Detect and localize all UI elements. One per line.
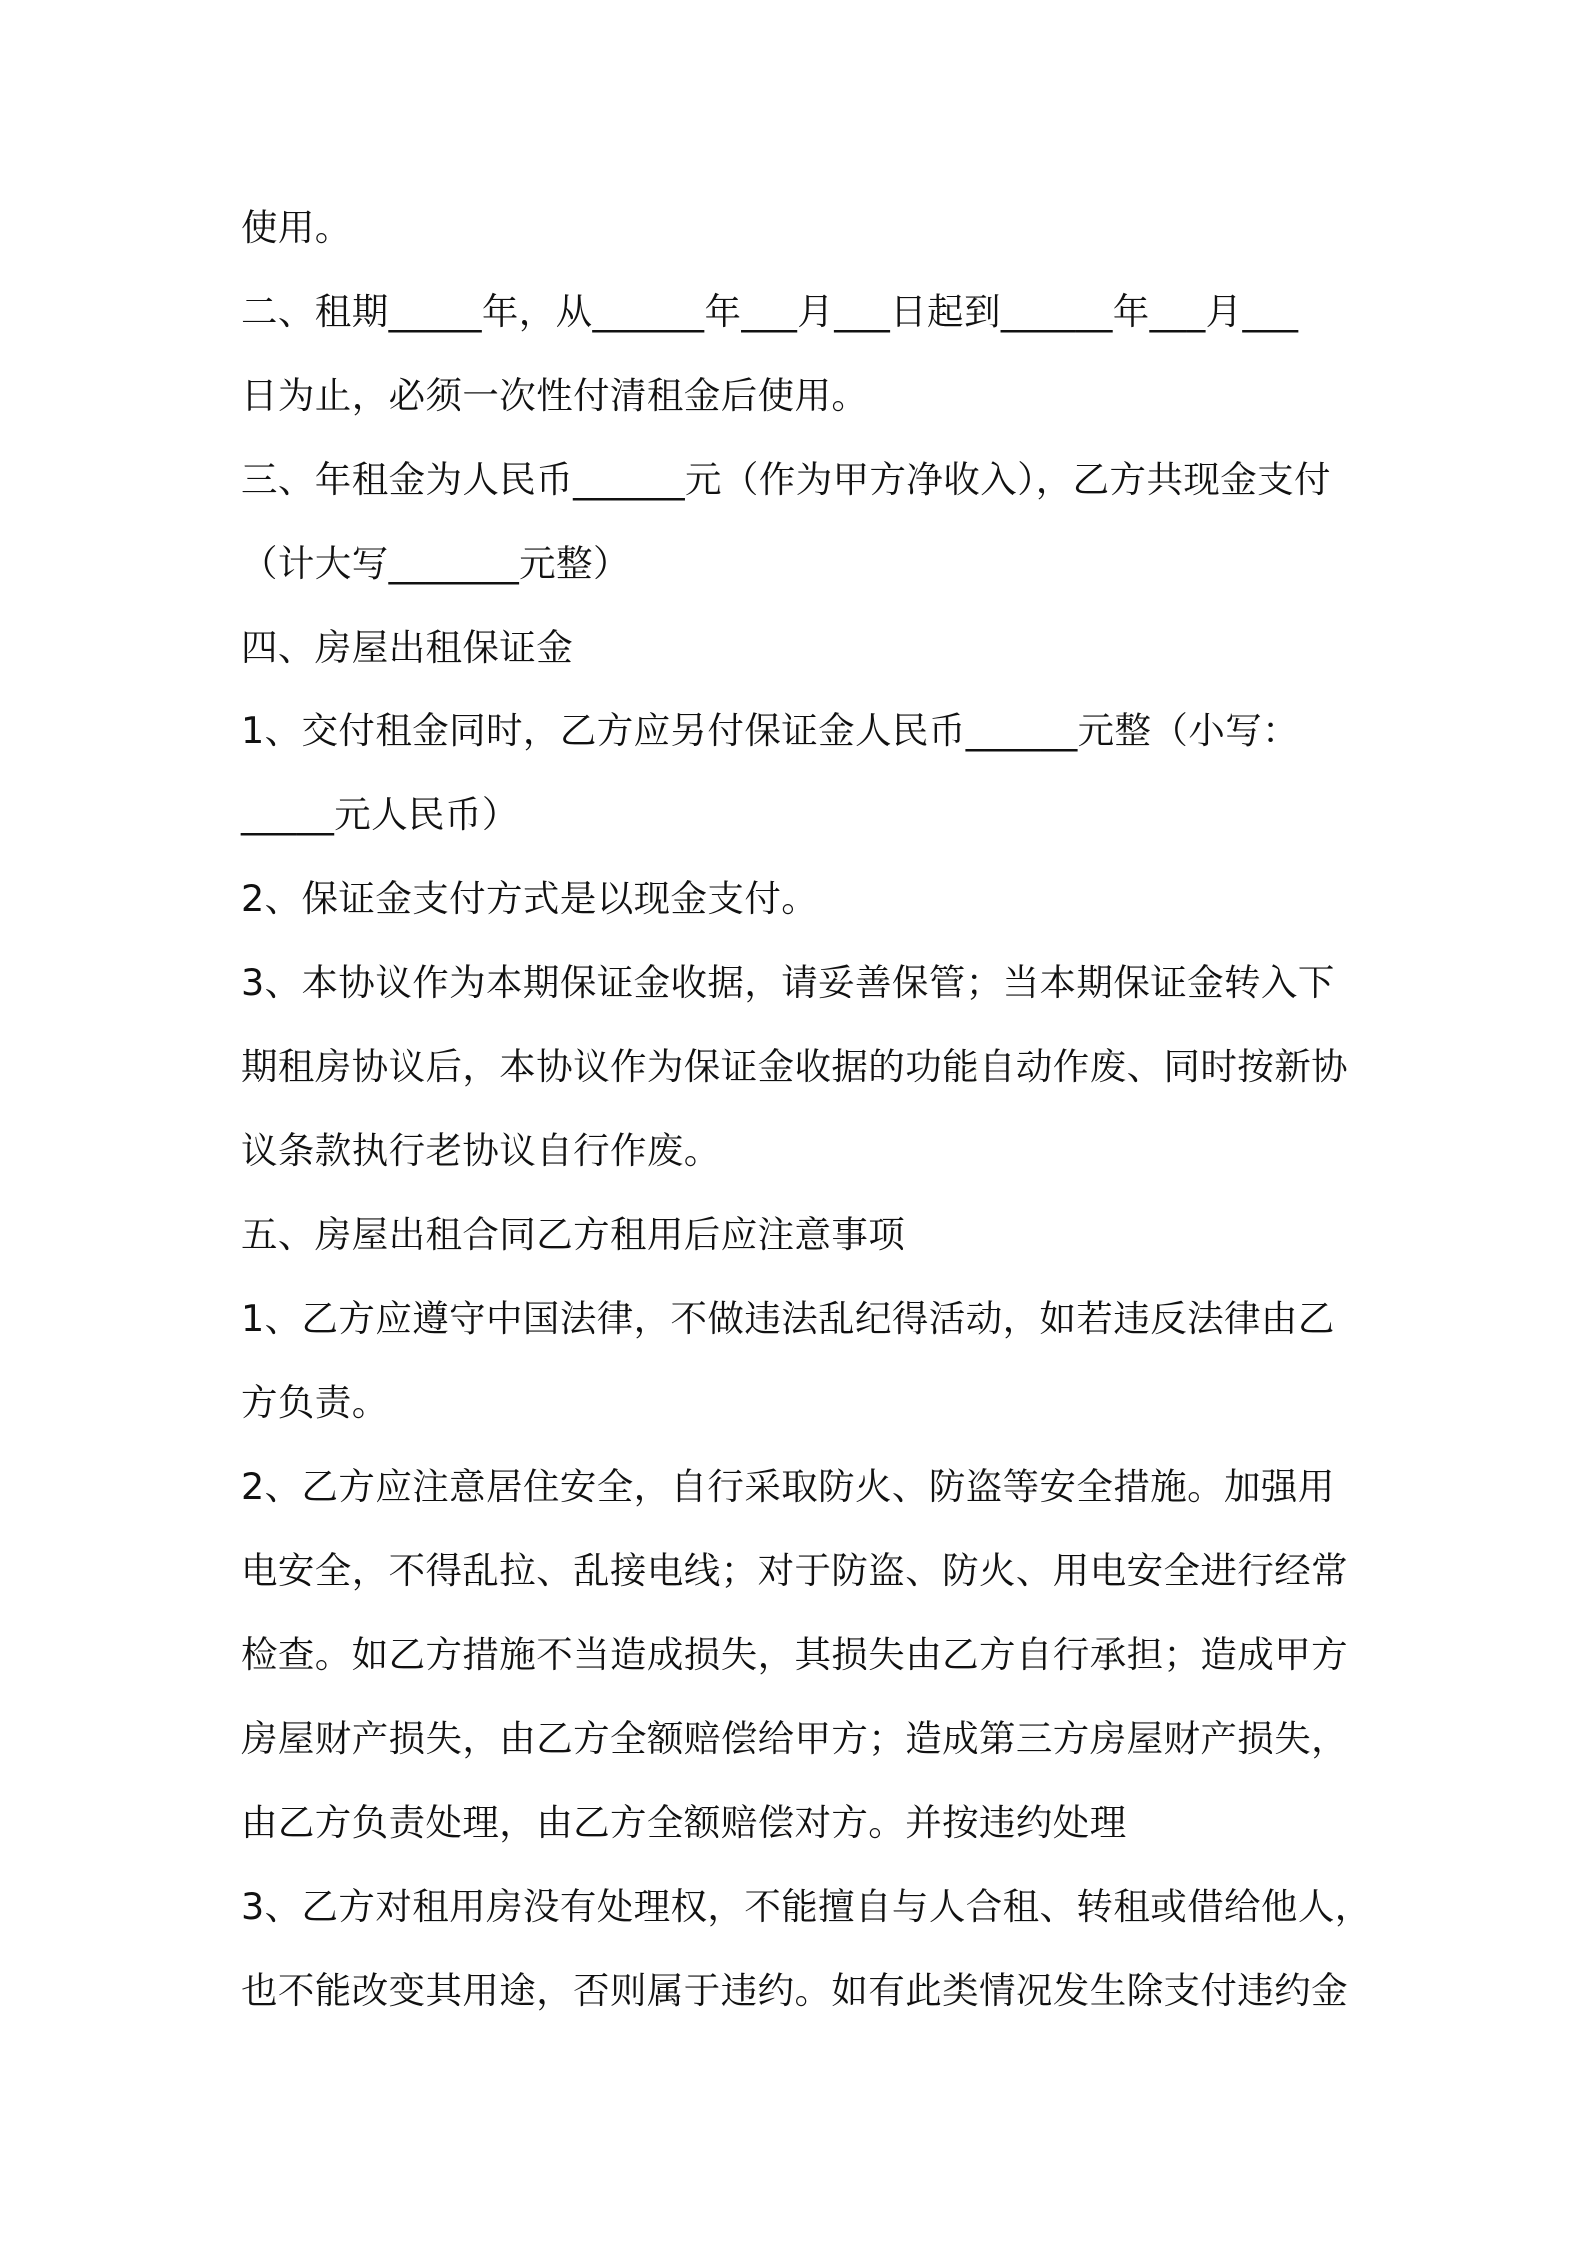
text-line: 2、保证金支付方式是以现金支付。 [241,877,819,920]
text-line: 检查。如乙方措施不当造成损失，其损失由乙方自行承担；造成甲方 [241,1633,1348,1676]
text-line: 方负责。 [241,1381,389,1424]
section-heading: 五、房屋出租合同乙方租用后应注意事项 [241,1213,906,1256]
text-line: 期租房协议后，本协议作为保证金收据的功能自动作废、同时按新协 [241,1045,1348,1088]
text-line: 二、租期_____年，从______年___月___日起到______年___月___ [241,290,1299,333]
text-line: 2、乙方应注意居住安全，自行采取防火、防盗等安全措施。加强用 [241,1465,1335,1508]
text-line: 3、乙方对租用房没有处理权，不能擅自与人合租、转租或借给他人， [241,1885,1372,1928]
text-line: 也不能改变其用途，否则属于违约。如有此类情况发生除支付违约金 [241,1969,1348,2012]
text-line: 由乙方负责处理，由乙方全额赔偿对方。并按违约处理 [241,1801,1127,1844]
text-line: 议条款执行老协议自行作废。 [241,1129,721,1172]
text-line: 房屋财产损失，由乙方全额赔偿给甲方；造成第三方房屋财产损失， [241,1717,1348,1760]
text-line: （计大写_______元整） [241,542,630,585]
text-line: _____元人民币） [241,793,519,836]
text-line: 三、年租金为人民币______元（作为甲方净收入），乙方共现金支付 [241,458,1331,501]
section-heading: 四、房屋出租保证金 [241,626,574,669]
text-line: 电安全，不得乱拉、乱接电线；对于防盗、防火、用电安全进行经常 [241,1549,1348,1592]
text-line: 1、乙方应遵守中国法律，不做违法乱纪得活动，如若违反法律由乙 [241,1297,1335,1340]
text-line: 3、本协议作为本期保证金收据，请妥善保管；当本期保证金转入下 [241,961,1335,1004]
text-line: 使用。 [241,206,352,249]
text-line: 1、交付租金同时，乙方应另付保证金人民币______元整（小写： [241,709,1300,752]
text-line: 日为止，必须一次性付清租金后使用。 [241,374,869,417]
